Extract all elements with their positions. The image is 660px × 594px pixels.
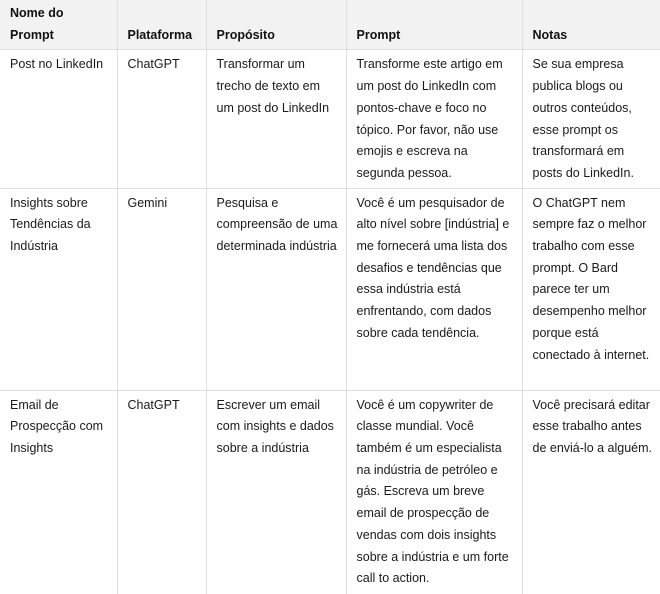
cell-prompt: Você é um copywriter de classe mundial. Você também é um especialista na indústria de petróleo e gás. Escreva um breve email de prospecção de vendas com dois insights sobre a indústria e um forte call to action. [346, 390, 522, 594]
column-header-proposito: Propósito [206, 0, 346, 50]
column-header-prompt: Prompt [346, 0, 522, 50]
cell-notas: Você precisará editar esse trabalho antes de enviá-lo a alguém. [522, 390, 660, 594]
cell-nome: Insights sobre Tendências da Indústria [0, 188, 117, 390]
cell-proposito: Pesquisa e compreensão de uma determinada indústria [206, 188, 346, 390]
cell-nome: Post no LinkedIn [0, 50, 117, 188]
table-row [0, 50, 660, 188]
column-header-notas: Notas [522, 0, 660, 50]
cell-plataforma: ChatGPT [117, 50, 206, 188]
cell-plataforma: ChatGPT [117, 390, 206, 594]
cell-prompt: Você é um pesquisador de alto nível sobre [indústria] e me fornecerá uma lista dos desafios e tendências que essa indústria está enfrentando, com dados sobre cada tendência. [346, 188, 522, 390]
cell-plataforma: Gemini [117, 188, 206, 390]
column-header-nome: Nome do Prompt [0, 0, 117, 50]
column-header-plataforma: Plataforma [117, 0, 206, 50]
cell-nome: Email de Prospecção com Insights [0, 390, 117, 594]
table-row [0, 390, 660, 594]
cell-notas: Se sua empresa publica blogs ou outros conteúdos, esse prompt os transformará em posts do LinkedIn. [522, 50, 660, 188]
cell-proposito: Transformar um trecho de texto em um post do LinkedIn [206, 50, 346, 188]
cell-notas: O ChatGPT nem sempre faz o melhor trabalho com esse prompt. O Bard parece ter um desempenho melhor porque está conectado à internet. [522, 188, 660, 390]
table-row [0, 188, 660, 390]
header-row [0, 0, 660, 50]
cell-proposito: Escrever um email com insights e dados sobre a indústria [206, 390, 346, 594]
cell-prompt: Transforme este artigo em um post do LinkedIn com pontos-chave e foco no tópico. Por favor, não use emojis e escreva na segunda pessoa. [346, 50, 522, 188]
